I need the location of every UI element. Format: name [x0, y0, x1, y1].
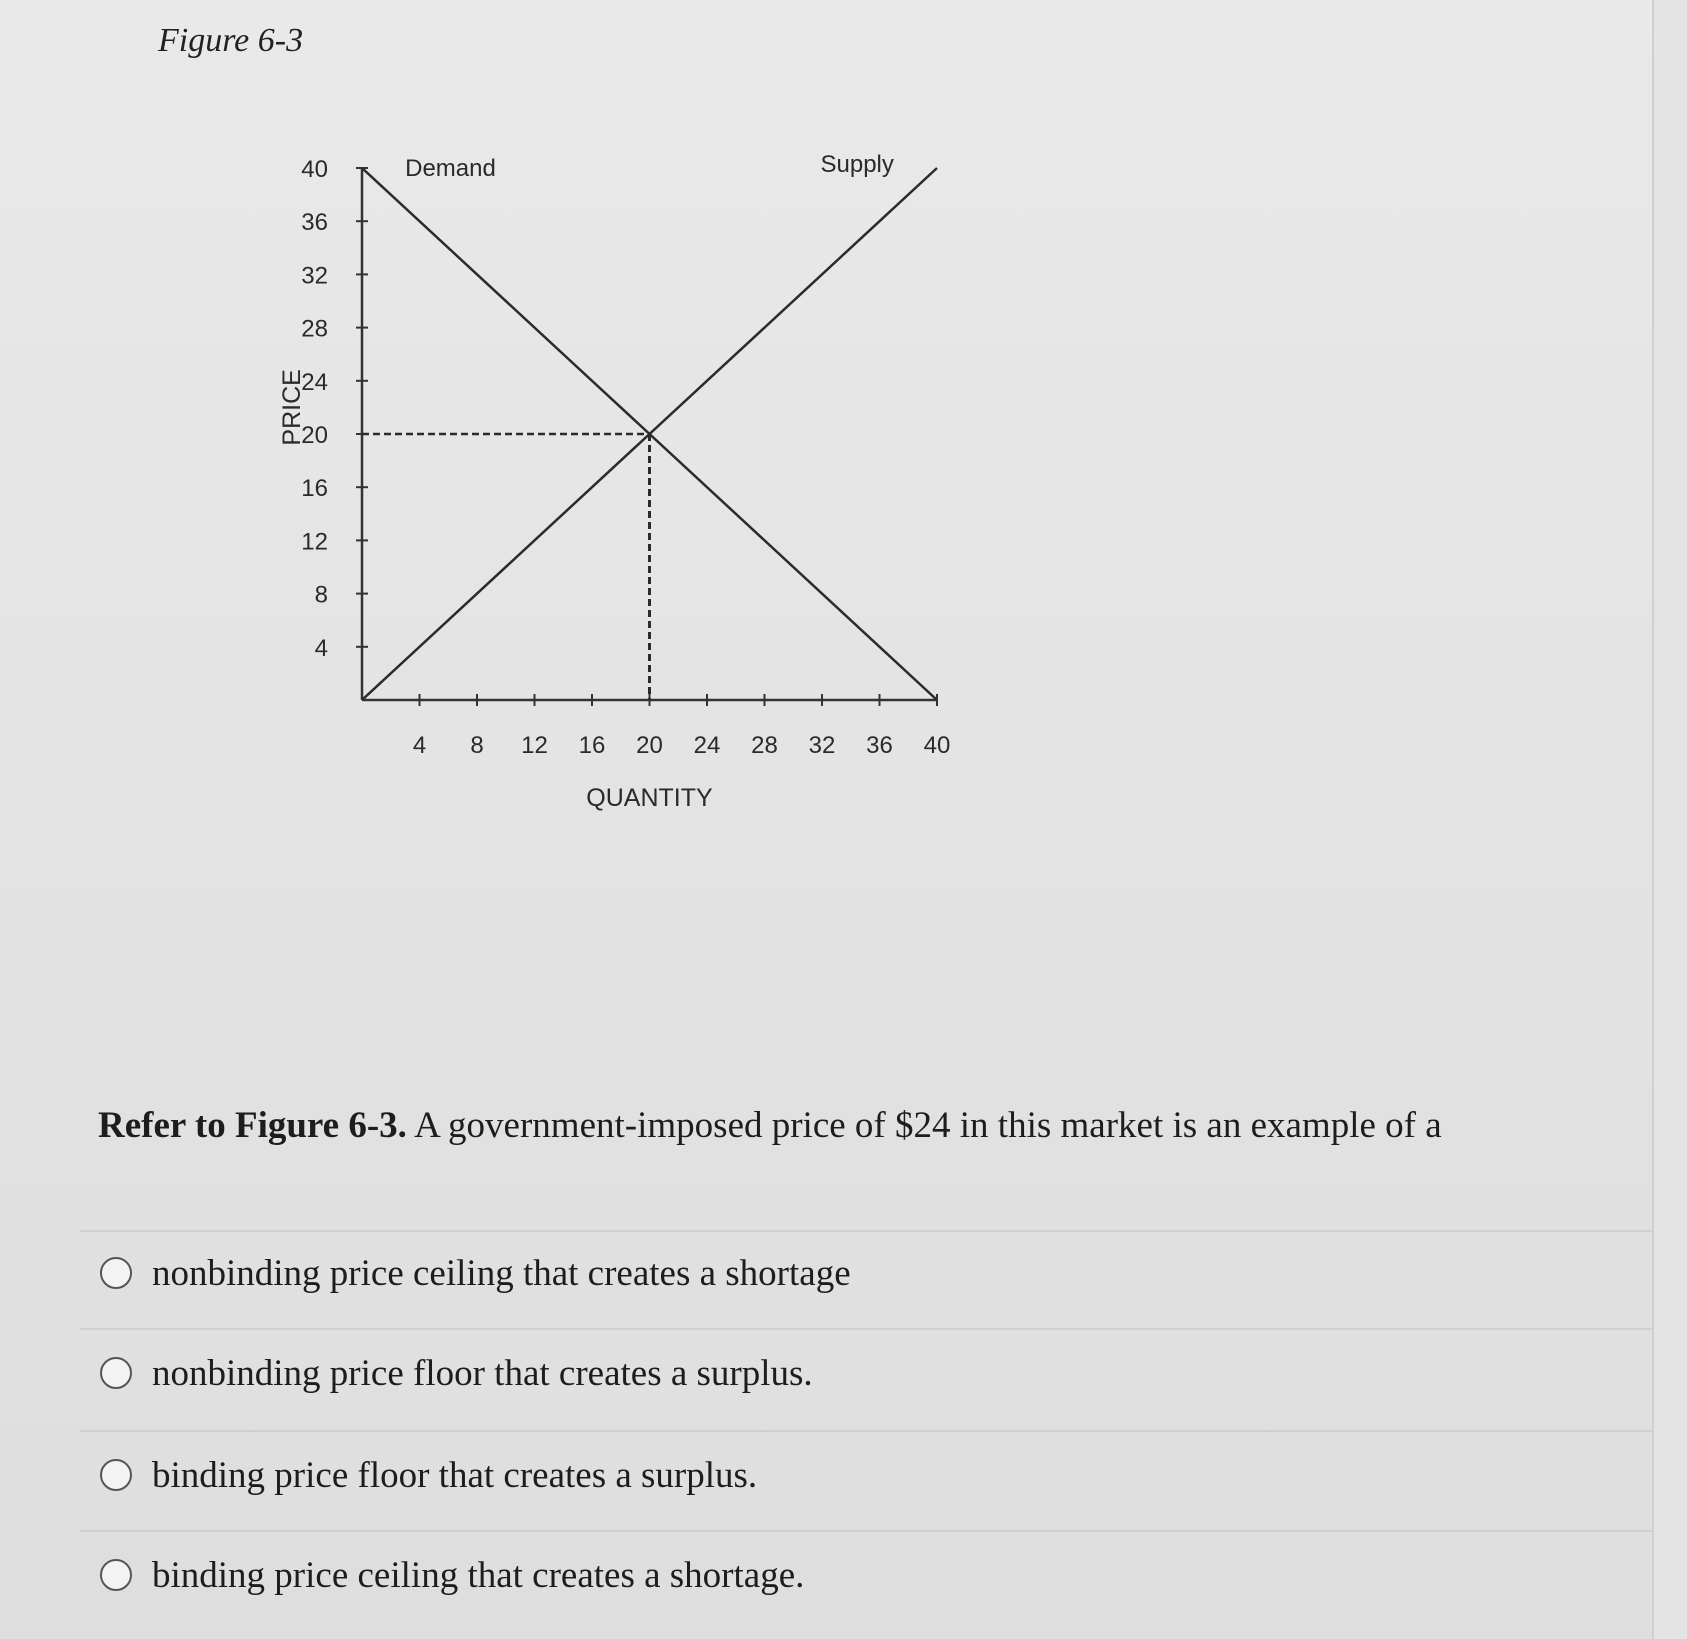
x-tick-label: 4 [412, 732, 427, 759]
y-tick-label: 28 [301, 315, 328, 343]
y-tick-label: 12 [301, 528, 328, 556]
y-tick-label: 40 [301, 156, 328, 183]
y-tick-label: 24 [301, 368, 328, 396]
option-divider [80, 1230, 1652, 1232]
x-tick-label: 32 [808, 732, 836, 759]
x-tick-label: 28 [751, 732, 778, 759]
question-text [98, 1104, 1598, 1147]
y-tick-label: 36 [301, 209, 328, 237]
y-tick-label: 20 [301, 422, 328, 449]
question-body: A government-imposed price of $24 in this market is an example of a [406, 1105, 1442, 1146]
radio-button-icon[interactable] [100, 1357, 132, 1389]
answer-option-label: nonbinding price ceiling that creates a shortage [152, 1252, 851, 1294]
answer-option-3[interactable] [100, 1440, 757, 1510]
option-divider [80, 1530, 1652, 1532]
radio-button-icon[interactable] [100, 1459, 132, 1491]
answer-option-4[interactable] [100, 1540, 804, 1610]
x-tick-label: 40 [923, 732, 951, 759]
answer-option-2[interactable] [100, 1338, 813, 1408]
question-figure-ref: Refer to Figure 6-3. [98, 1105, 407, 1146]
answer-option-label: binding price ceiling that creates a shortage. [152, 1554, 805, 1596]
y-tick-label: 4 [314, 634, 328, 662]
x-axis-label: QUANTITY [586, 784, 713, 812]
series-label-demand: Demand [405, 155, 496, 182]
figure-title: Figure 6-3 [158, 22, 304, 59]
answer-option-label: nonbinding price floor that creates a surplus. [152, 1352, 813, 1394]
radio-button-icon[interactable] [100, 1559, 132, 1591]
y-tick-label: 32 [301, 262, 328, 290]
option-divider [80, 1430, 1652, 1432]
x-tick-label: 24 [693, 732, 721, 759]
supply-demand-chart [240, 120, 960, 812]
radio-button-icon[interactable] [100, 1257, 132, 1289]
x-tick-label: 16 [578, 732, 606, 759]
x-tick-label: 36 [866, 732, 893, 759]
y-axis-label: PRICE [278, 369, 306, 446]
option-divider [80, 1328, 1652, 1330]
x-tick-label: 12 [521, 732, 548, 759]
answer-option-1[interactable] [100, 1238, 851, 1308]
y-tick-label: 8 [314, 581, 328, 609]
x-tick-label: 20 [636, 732, 663, 759]
answer-option-label: binding price floor that creates a surplus. [152, 1454, 758, 1496]
y-tick-label: 16 [301, 475, 328, 503]
x-tick-label: 8 [470, 732, 484, 759]
series-label-supply: Supply [820, 151, 894, 178]
